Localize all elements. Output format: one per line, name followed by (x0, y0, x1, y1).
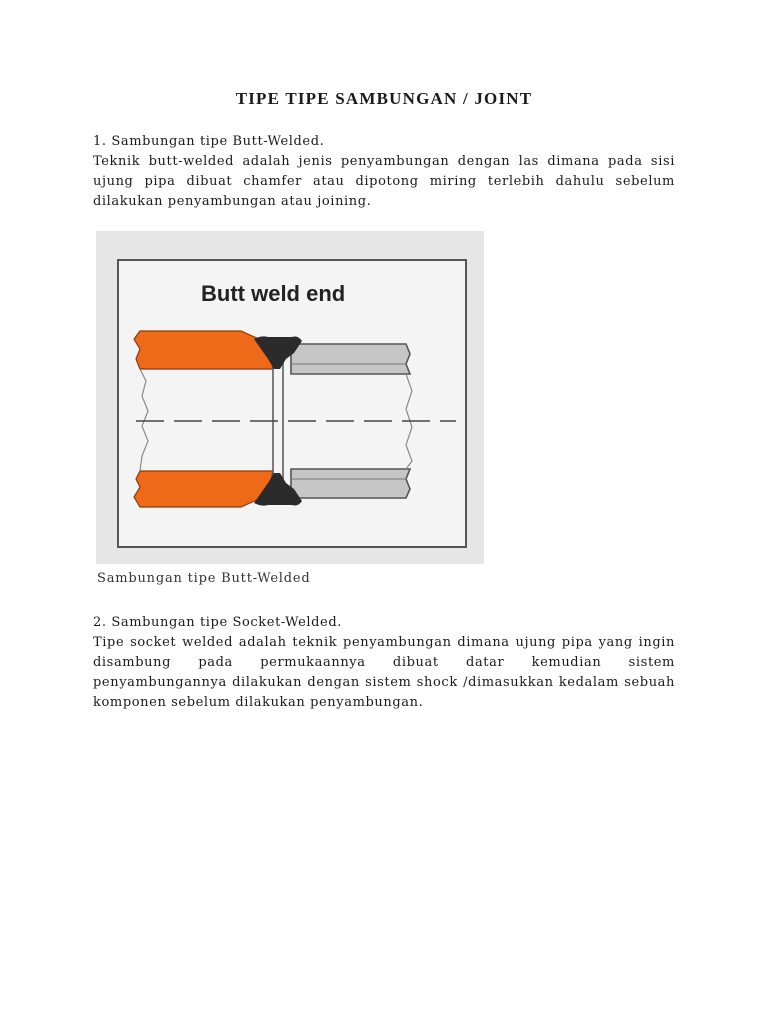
section-heading: 1. Sambungan tipe Butt-Welded. (93, 134, 325, 149)
section-body: Tipe socket welded adalah teknik penyambungan dimana ujung pipa yang ingin disambung pada permukaannya dibuat datar kemudian sistem penyambungannya dilakukan dengan sistem shock /dimasukkan kedalam sebuah komponen sebelum dilakukan penyambungan. (93, 635, 675, 710)
chamfered-pipe-bottom-wall (134, 471, 273, 507)
figure-caption: Sambungan tipe Butt-Welded (97, 571, 311, 586)
section-heading: 2. Sambungan tipe Socket-Welded. (93, 615, 343, 630)
chamfered-pipe-top-wall (134, 331, 273, 369)
figure-label: Butt weld end (201, 281, 346, 306)
section-body: Teknik butt-welded adalah jenis penyambungan dengan las dimana pada sisi ujung pipa dibuat chamfer atau dipotong miring terlebih dahulu sebelum dilakukan penyambungan atau joining. (93, 154, 675, 209)
straight-pipe-bottom-wall (291, 469, 410, 498)
butt-weld-figure (96, 231, 484, 564)
straight-pipe-top-wall (291, 344, 410, 374)
section-socket-welded (93, 613, 675, 713)
document-title: TIPE TIPE SAMBUNGAN / JOINT (235, 89, 533, 108)
section-butt-welded (93, 132, 675, 212)
